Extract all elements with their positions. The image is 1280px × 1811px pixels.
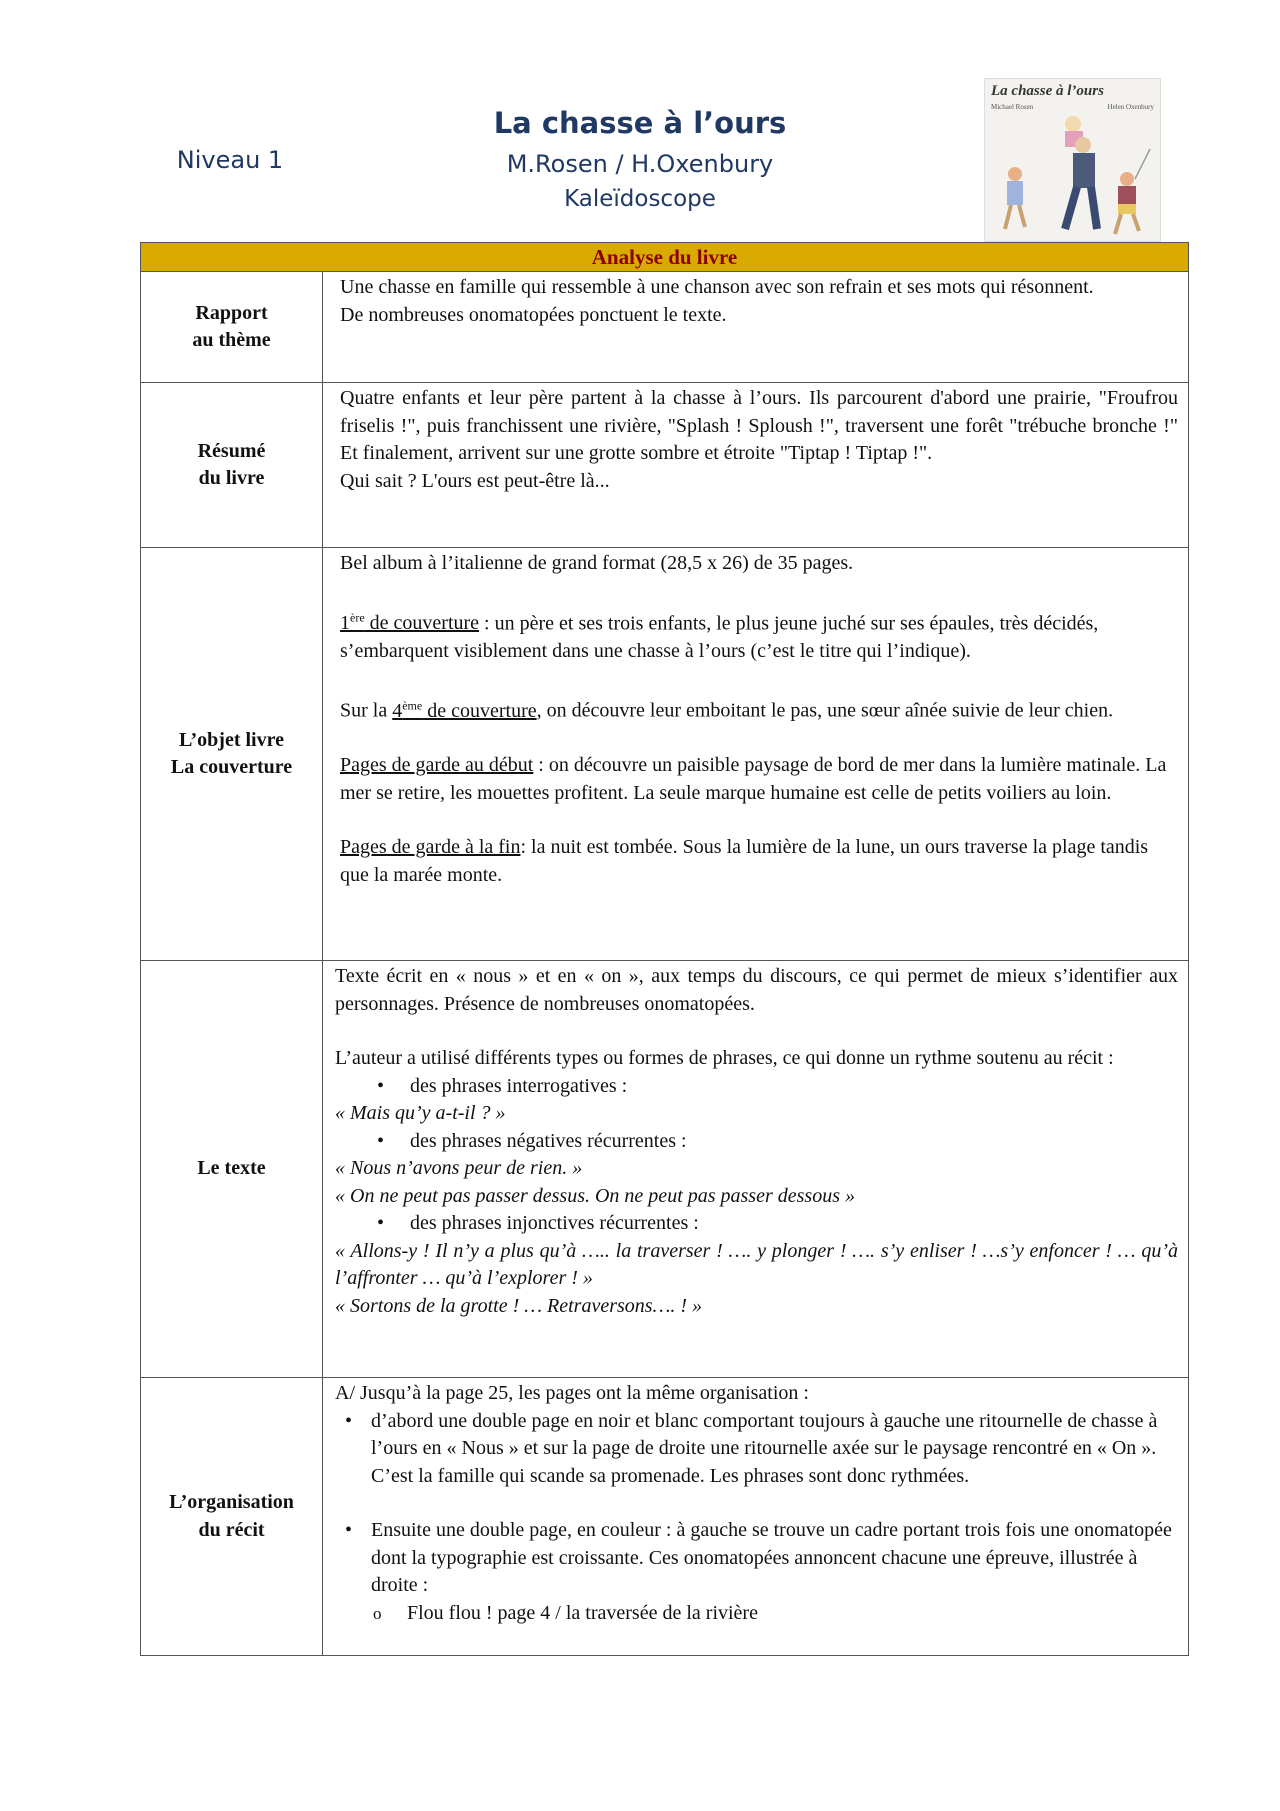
label-line: L’objet livre [179,728,284,751]
row-label [141,1378,323,1656]
quote: « On ne peut pas passer dessus. On ne peut pas passer dessous » [335,1184,855,1207]
underlined-term: Pages de garde à la fin [340,836,521,859]
analysis-table [140,242,1189,1656]
cover-image [984,78,1161,242]
row-content [323,383,1189,548]
paragraph: Bel album à l’italienne de grand format (28,5 x 26) de 35 pages. [340,552,854,574]
table-heading: Analyse du livre [141,243,1189,272]
paragraph [340,752,1178,807]
level-label: Niveau 1 [176,146,284,174]
ordinal-suffix: ème [402,698,423,713]
paragraph [340,834,1178,889]
paragraph: Qui sait ? L'ours est peut-être là... [340,469,610,492]
text: , on découvre leur emboitant le pas, une sœur aînée suivie de leur chien. [536,699,1114,722]
paragraph [340,605,1178,666]
cover-title: La chasse à l’ours [991,83,1104,99]
quote: « Mais qu’y a-t-il ? » [335,1102,506,1124]
text: : la nuit est tombée. Sous la lumière de la lune, un ours traverse la plage tandis que la marée monte. [340,836,1149,886]
row-content [323,272,1189,383]
ordinal: 1 [340,612,350,635]
cover-author: Michael Rosen [991,103,1034,111]
bullet-item: • des phrases interrogatives : [335,1073,1178,1101]
cover-illustrator: Helen Oxenbury [1107,103,1154,111]
paragraph: Texte écrit en « nous » et en « on », aux temps du discours, ce qui permet de mieux s’identifier aux personnages. Présence de nombreuses onomatopées. [335,965,1178,1015]
paragraph: De nombreuses onomatopées ponctuent le texte. [340,303,727,326]
table-row [141,961,1189,1378]
underlined-term: Pages de garde au début [340,754,534,777]
paragraph: Une chasse en famille qui ressemble à une chanson avec son refrain et ses mots qui résonnent. [340,276,1094,298]
book-publisher: Kaleïdoscope [564,186,716,212]
bullet-item: • des phrases négatives récurrentes : [335,1128,1178,1156]
table-row [141,272,1189,383]
label-line: L’organisation [169,1491,294,1513]
book-title: La chasse à l’ours [493,106,787,140]
label-line: Le texte [197,1157,266,1180]
text: : on découvre un paisible paysage de bord de mer dans la lumière matinale. La mer se retire, les mouettes profitent. La seule marque humaine est celle de petits voiliers au loin. [340,754,1167,804]
bullet-item: • des phrases injonctives récurrentes : [335,1210,1178,1238]
label-line: du récit [198,1518,265,1541]
book-authors: M.Rosen / H.Oxenbury [506,150,774,178]
label-line: Rapport [195,301,268,324]
quote: « Allons-y ! Il n’y a plus qu’à ….. la traverser ! …. y plonger ! …. s’y enliser ! …s’y enfoncer ! … qu’à l’affronter … qu’à l’explorer ! » [335,1239,1178,1289]
quote: « Nous n’avons peur de rien. » [335,1157,583,1179]
label-line: du livre [198,467,265,489]
row-content [323,961,1189,1378]
cover-illustration [985,79,1161,242]
row-label [141,383,323,548]
quote: « Sortons de la grotte ! … Retraversons…. ! » [335,1294,703,1317]
table-row [141,548,1189,961]
ordinal-suffix: ère [350,610,365,625]
table-row [141,1378,1189,1656]
text: : un père et ses trois enfants, le plus jeune juché sur ses épaules, très décidés, s’embarquent visiblement dans une chasse à l’ours (c’est le titre qui l’indique). [340,612,1099,662]
underlined-term: de couverture [364,612,480,635]
sub-bullet-item: o Flou flou ! page 4 / la traversée de la rivière [335,1600,1178,1628]
table-row [141,383,1189,548]
label-line: au thème [192,329,271,351]
paragraph: A/ Jusqu’à la page 25, les pages ont la même organisation : [335,1382,809,1404]
ordinal: 4 [392,699,403,722]
bullet-item: • Ensuite une double page, en couleur : à gauche se trouve un cadre portant trois fois une onomatopée dont la typographie est croissante. Ces onomatopées annoncent chacune une épreuve, illustrée à droite : [335,1517,1178,1600]
label-line: Résumé [197,439,266,462]
paragraph [340,692,1178,725]
paragraph: L’auteur a utilisé différents types ou formes de phrases, ce qui donne un rythme soutenu au récit : [335,1047,1114,1069]
label-line: La couverture [170,756,293,778]
row-content [323,1378,1189,1656]
bullet-item: • d’abord une double page en noir et blanc comportant toujours à gauche une ritournelle de chasse à l’ours en « Nous » et sur la page de droite une ritournelle axée sur le paysage rencontré en « On ». C’est la famille qui scande sa promenade. Les phrases sont donc rythmées. [335,1408,1178,1491]
text: Sur la [340,699,393,722]
row-label [141,548,323,961]
row-content [323,548,1189,961]
underlined-term: de couverture [422,699,537,722]
paragraph: Quatre enfants et leur père partent à la chasse à l’ours. Ils parcourent d'abord une prairie, "Froufrou friselis !", puis franchissent une rivière, "Splash ! Sploush !", traversent une forêt "trébuche bronche !" Et finalement, arrivent sur une grotte sombre et étroite "Tiptap ! Tiptap !". [340,387,1178,464]
row-label [141,961,323,1378]
row-label [141,272,323,383]
